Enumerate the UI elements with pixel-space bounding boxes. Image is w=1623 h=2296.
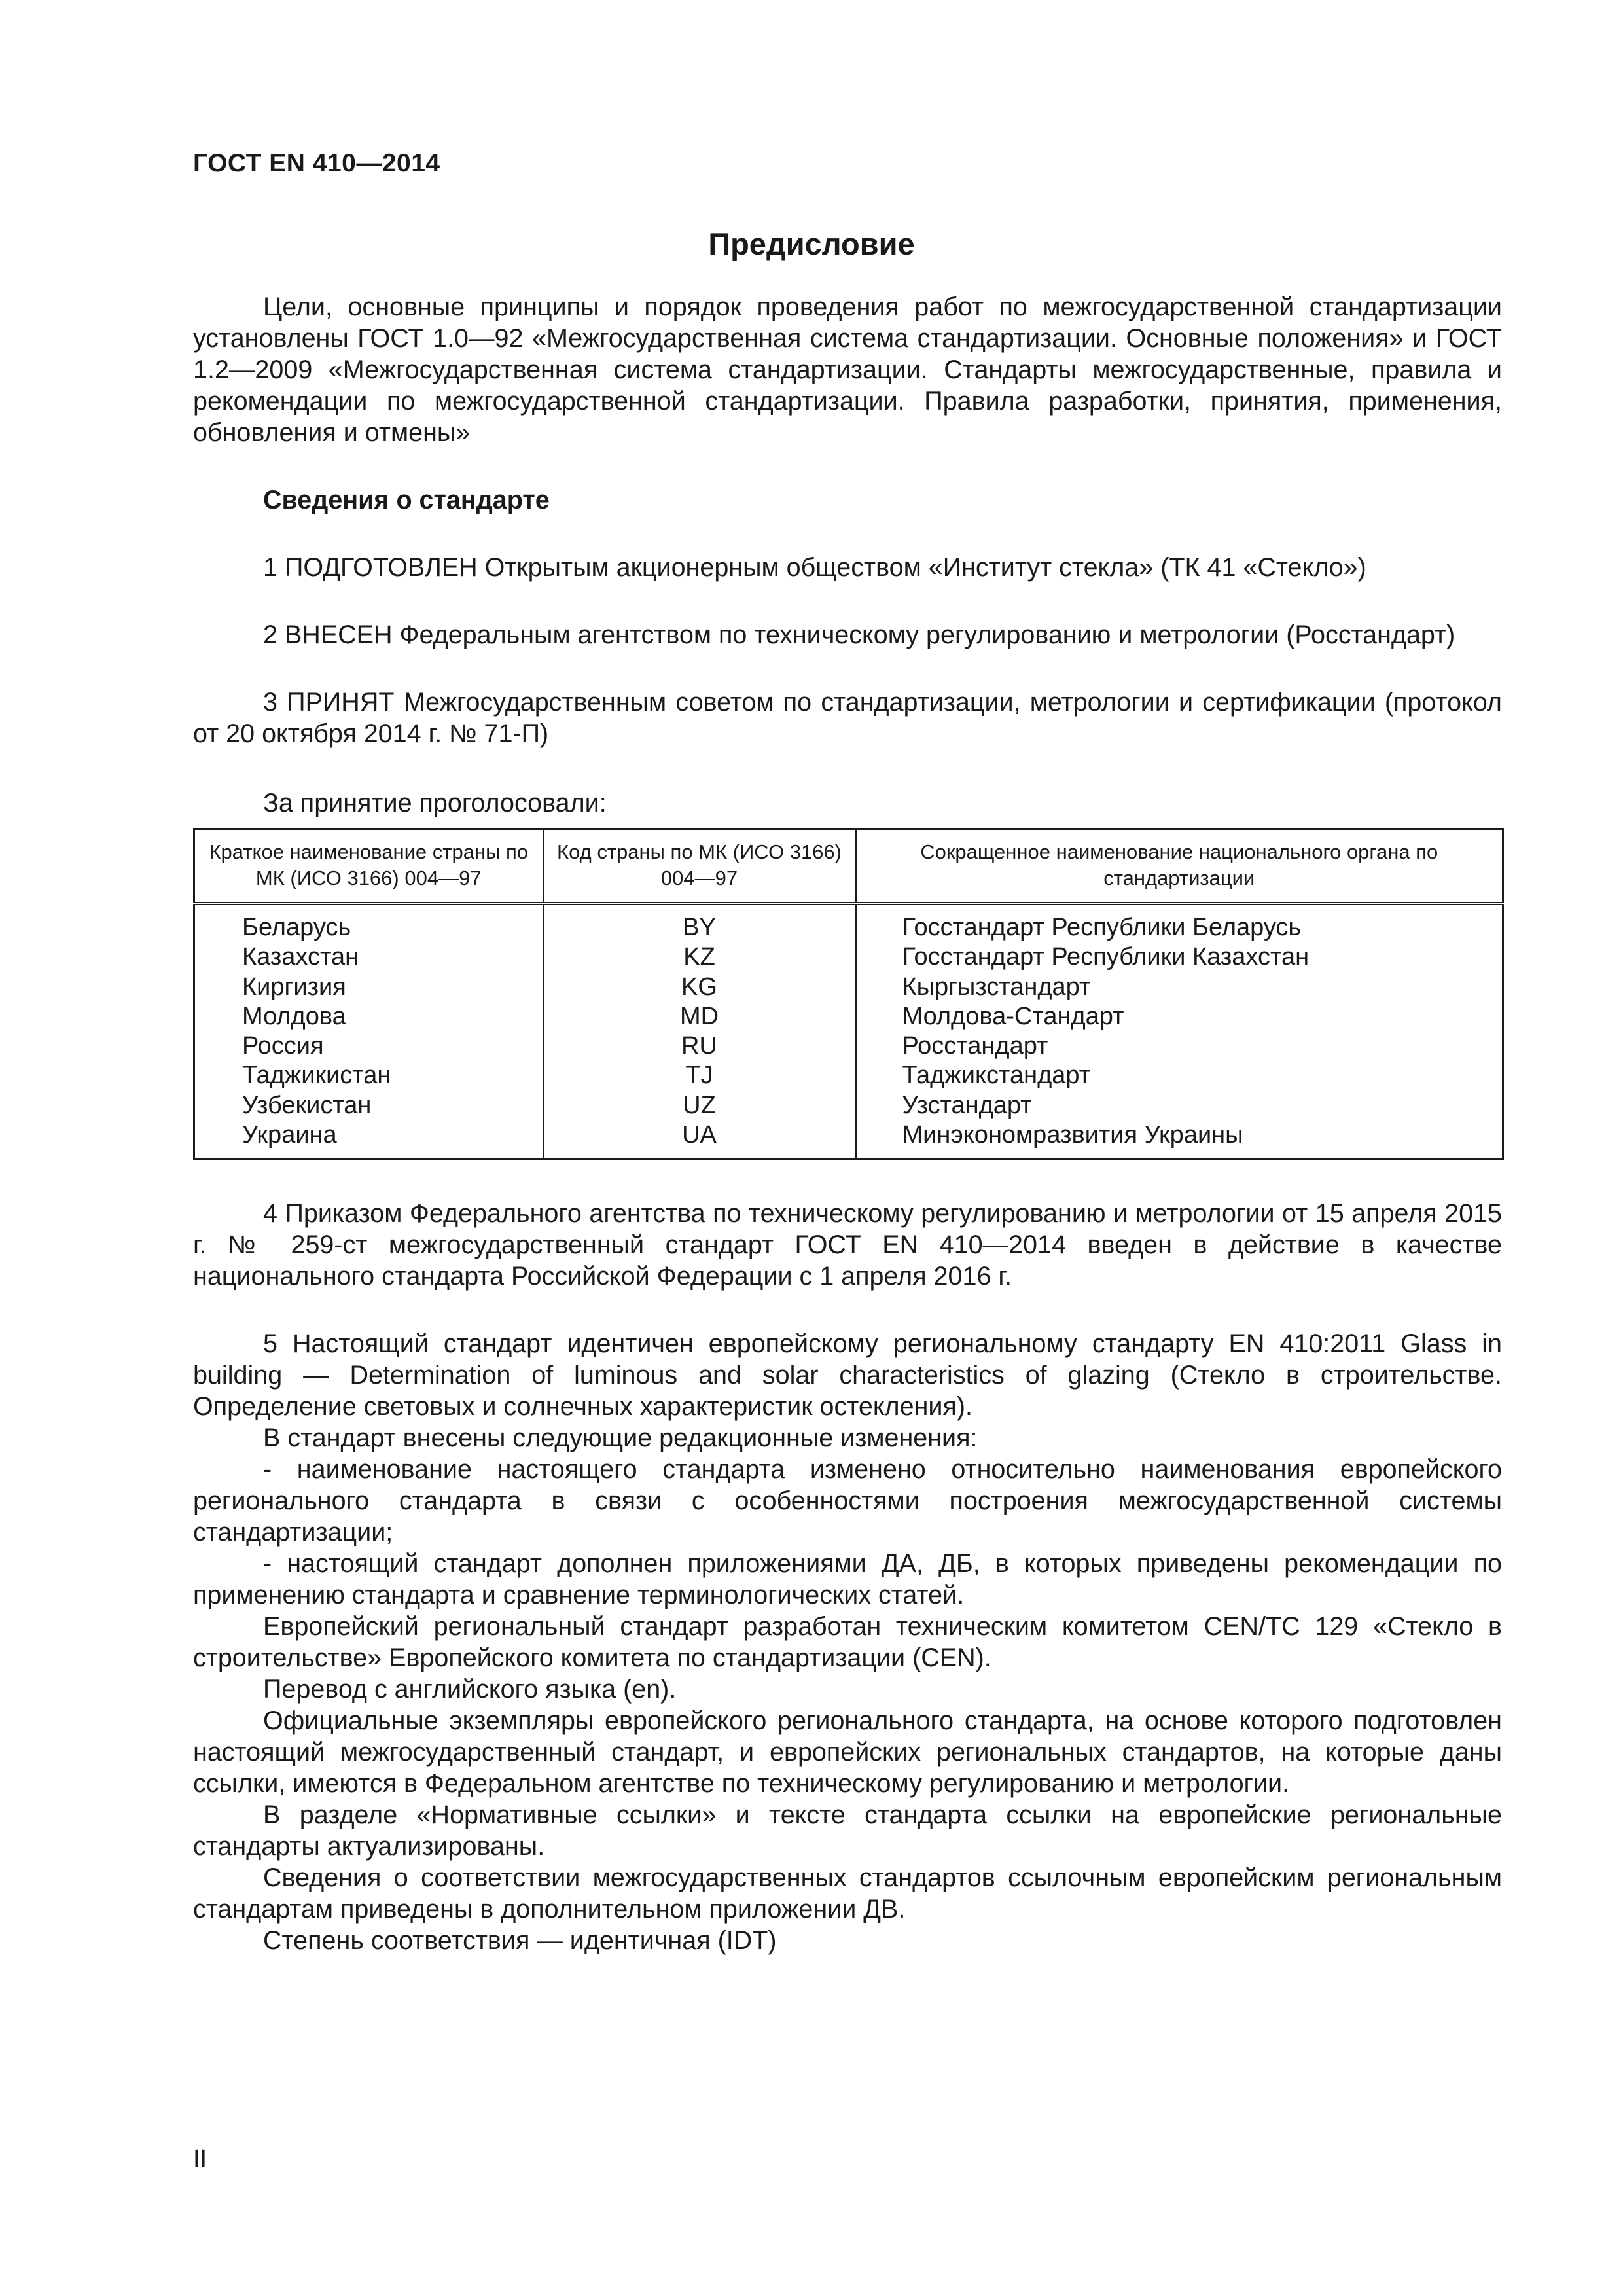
code-cell: TJ bbox=[543, 1061, 856, 1090]
table-row bbox=[194, 1061, 1503, 1090]
table-row bbox=[194, 1091, 1503, 1121]
voting-table bbox=[193, 828, 1504, 1160]
item-5-paragraph: Официальные экземпляры европейского регионального стандарта, на основе которого подготовлен настоящий межгосударственный стандарт, и европейских региональных стандартов, на которые даны ссылки, имеются в Федеральном агентстве по техническому регулированию и метрологии. bbox=[193, 1706, 1502, 1799]
table-row bbox=[194, 1002, 1503, 1031]
table-row bbox=[194, 973, 1503, 1002]
section-heading: Сведения о стандарте bbox=[263, 486, 550, 514]
header-country-name: Краткое наименование страны по МК (ИСО 3166) 004—97 bbox=[194, 829, 543, 904]
country-cell: Таджикистан bbox=[194, 1061, 543, 1090]
item-5-paragraph: В стандарт внесены следующие редакционные изменения: bbox=[263, 1424, 978, 1453]
standards-body-cell: Узстандарт bbox=[856, 1091, 1503, 1121]
item-2: 2 ВНЕСЕН Федеральным агентством по техническому регулированию и метрологии (Росстандарт) bbox=[263, 620, 1455, 649]
code-cell: RU bbox=[543, 1031, 856, 1061]
country-cell: Казахстан bbox=[194, 942, 543, 972]
code-cell: BY bbox=[543, 904, 856, 943]
country-cell: Узбекистан bbox=[194, 1091, 543, 1121]
item-3: 3 ПРИНЯТ Межгосударственным советом по стандартизации, метрологии и сертификации (протокол от 20 октября 2014 г. № 71-П) bbox=[193, 688, 1502, 748]
page-number: II bbox=[193, 2145, 207, 2173]
table-row bbox=[194, 942, 1503, 972]
code-cell: KG bbox=[543, 973, 856, 1002]
item-5-paragraph: 5 Настоящий стандарт идентичен европейскому региональному стандарту EN 410:2011 Glass in building — Determination of luminous and solar characteristics of glazing (Стекло в строительстве. Определение световых и солнечных характеристик остекления). bbox=[193, 1329, 1502, 1422]
country-cell: Молдова bbox=[194, 1002, 543, 1031]
standards-body-cell: Росстандарт bbox=[856, 1031, 1503, 1061]
standards-body-cell: Молдова-Стандарт bbox=[856, 1002, 1503, 1031]
standards-body-cell: Кыргызстандарт bbox=[856, 973, 1503, 1002]
document-body bbox=[193, 291, 1502, 1956]
code-cell: MD bbox=[543, 1002, 856, 1031]
item-1: 1 ПОДГОТОВЛЕН Открытым акционерным обществом «Институт стекла» (ТК 41 «Стекло») bbox=[263, 553, 1366, 582]
item-5-paragraph: Сведения о соответствии межгосударственных стандартов ссылочным европейским региональным стандартам приведены в дополнительном приложении ДВ. bbox=[193, 1863, 1502, 1924]
standards-body-cell: Госстандарт Республики Казахстан bbox=[856, 942, 1503, 972]
standards-body-cell: Минэкономразвития Украины bbox=[856, 1121, 1503, 1159]
item-5-paragraph: Степень соответствия — идентичная (IDT) bbox=[263, 1926, 777, 1956]
table-row bbox=[194, 1121, 1503, 1159]
country-cell: Киргизия bbox=[194, 973, 543, 1002]
code-cell: KZ bbox=[543, 942, 856, 972]
vote-intro: За принятие проголосовали: bbox=[263, 789, 607, 817]
intro-paragraph: Цели, основные принципы и порядок проведения работ по межгосударственной стандартизации установлены ГОСТ 1.0—92 «Межгосударственная система стандартизации. Основные положения» и ГОСТ 1.2—2009 «Межгосударственная система стандартизации. Стандарты межгосударственные, правила и рекомендации по межгосударственной стандартизации. Правила разработки, принятия, применения, обновления и отмены» bbox=[193, 293, 1502, 447]
standards-body-cell: Госстандарт Республики Беларусь bbox=[856, 904, 1503, 943]
header-standards-body: Сокращенное наименование национального органа по стандартизации bbox=[856, 829, 1503, 904]
item-5-paragraph: В разделе «Нормативные ссылки» и тексте стандарта ссылки на европейские региональные стандарты актуализированы. bbox=[193, 1801, 1502, 1861]
item-5-paragraph: Европейский региональный стандарт разработан техническим комитетом CEN/TC 129 «Стекло в строительстве» Европейского комитета по стандартизации (CEN). bbox=[193, 1612, 1502, 1673]
country-cell: Россия bbox=[194, 1031, 543, 1061]
page-title: Предисловие bbox=[708, 226, 915, 261]
item-5-paragraph: Перевод с английского языка (en). bbox=[263, 1675, 677, 1704]
table-row bbox=[194, 904, 1503, 943]
table-header-row bbox=[194, 829, 1503, 904]
item-5-paragraph: - наименование настоящего стандарта изменено относительно наименования европейского регионального стандарта в связи с особенностями построения межгосударственной системы стандартизации; bbox=[193, 1455, 1502, 1547]
code-cell: UZ bbox=[543, 1091, 856, 1121]
country-cell: Украина bbox=[194, 1121, 543, 1159]
country-cell: Беларусь bbox=[194, 904, 543, 943]
standard-code-header: ГОСТ EN 410—2014 bbox=[193, 149, 440, 177]
code-cell: UA bbox=[543, 1121, 856, 1159]
item-5-paragraph: - настоящий стандарт дополнен приложениями ДА, ДБ, в которых приведены рекомендации по применению стандарта и сравнение терминологических статей. bbox=[193, 1549, 1502, 1610]
standards-body-cell: Таджикстандарт bbox=[856, 1061, 1503, 1090]
header-country-code: Код страны по МК (ИСО 3166) 004—97 bbox=[543, 829, 856, 904]
table-row bbox=[194, 1031, 1503, 1061]
item-4: 4 Приказом Федерального агентства по техническому регулированию и метрологии от 15 апреля 2015 г. № 259-ст межгосударственный стандарт ГОСТ EN 410—2014 введен в действие в качестве национального стандарта Российской Федерации с 1 апреля 2016 г. bbox=[193, 1199, 1502, 1291]
